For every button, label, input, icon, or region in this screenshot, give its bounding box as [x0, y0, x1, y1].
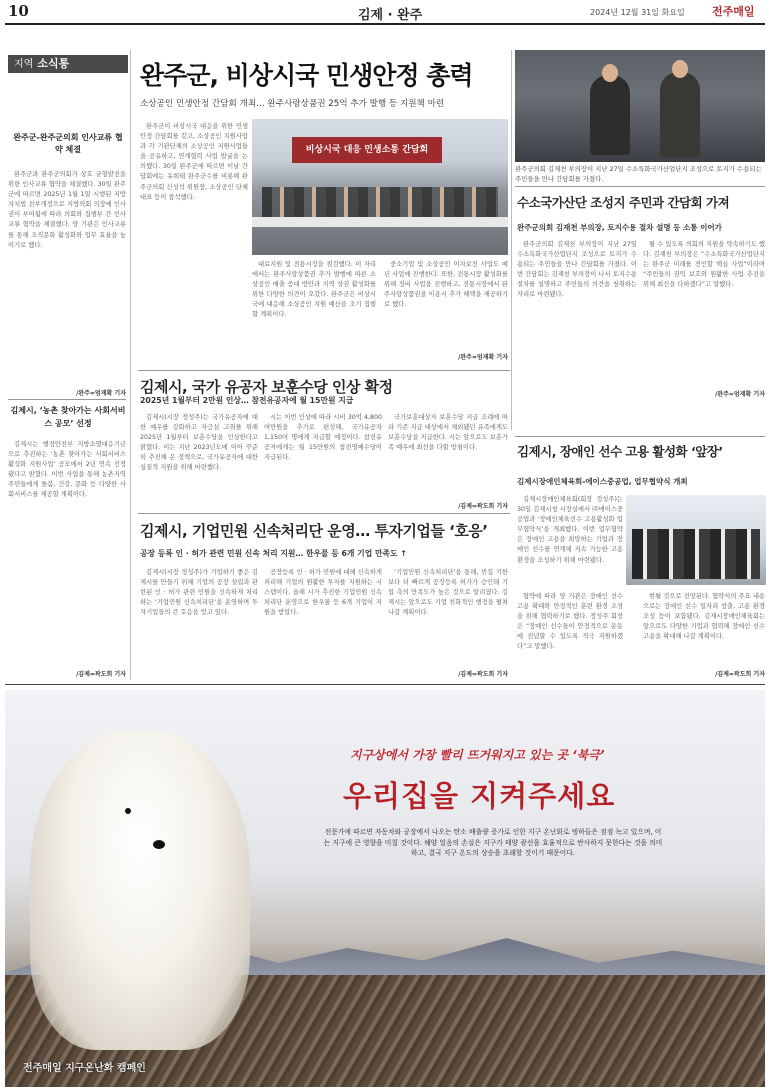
business-byline: /김제=곽도희 기자: [458, 671, 508, 678]
veterans-col3: 국가보훈대상자 보훈수당 지급 조례에 따라 기존 지급 대상에서 제외됐던 유족에게도 보훈수당을 지급한다. 시는 앞으로도 보훈가족 예우에 최선을 다할 방침이다.: [388, 414, 508, 452]
speaker-figure: [660, 72, 700, 157]
main-subheadline: 소상공인 민생안정 간담회 개최… 완주사랑상품권 25억 추가 발행 등 지원책 마련: [140, 99, 445, 109]
polar-bear-image: [30, 730, 250, 1050]
column-divider: [130, 50, 131, 680]
ad-body-text: 전문가에 따르면 자동차와 공장에서 나오는 탄소 배출량 증가로 인한 지구 온난화로 빙하들은 점점 녹고 있으며, 이는 지구에 큰 영향을 미칠 것이다. 해양 얼음의 손실은 지구가 태양 광선을 효율적으로 반사하지 못한다는 것을 의미하고, 결국 지구 온도의 상승을 초래할 것이기 때문이다.: [323, 828, 663, 857]
news-box-prefix: 지역: [14, 59, 34, 70]
header-rule: [5, 23, 765, 25]
newspaper-brand: 전주매일: [712, 5, 755, 18]
disabled-body-top: 김제시장애인체육회(회장 정성주)는 30일 김제시청 시장실에서 ㈜에이스중공업과 ‘장애인체육선수 고용활성화 업무협약식’을 개최했다. 이번 업무협약은 장애인 고용을 희망하는 기업과 장애인 선수를 연계해 지속 가능한 고용 환경을 조성하기 위해 마련됐다.: [517, 496, 623, 564]
disabled-byline: /김제=곽도희 기자: [715, 671, 765, 678]
hydrogen-subheadline: 완주군의회 김재천 부의장, 토지수용 절차 설명 등 소통 이어가: [517, 223, 722, 232]
issue-date: 2024년 12월 31일 화요일: [590, 8, 685, 17]
business-subheadline: 공장 등록 인 · 허가 관련 민원 신속 처리 지원… 한우물 등 6개 기업 만족도 ↑: [140, 549, 407, 558]
veterans-headline: 김제시, 국가 유공자 보훈수당 인상 확정: [140, 378, 393, 396]
brief-2-title: 김제시, ‘농촌 찾아가는 사회서비스 공모’ 선정: [10, 406, 126, 428]
main-article-col2: 대료지원 및 전통시장을 점검했다. 이 자리에서는 완주사랑상품권 추가 발행에 따른 소상공인 매출 증대 방안과 지역 상권 활성화를 위한 다양한 의견이 오갔다. 완주군은 비상시국에 대응해 소상공인 지원 예산을 조기 집행할 계획이다.: [252, 261, 376, 319]
news-box-tag: [8, 55, 128, 73]
speaker-figure: [590, 75, 630, 155]
main-article-col1: 완주군이 비상시국 대응을 위한 민생안정 간담회를 갖고, 소상공인 지원사업과 각 기관단체의 소상공인 지원사업들을 공유하고, 연계협력 사업 발굴을 논의했다. 30일 완주군에 따르면 이날 간담회에는 유희태 완주군수를 비롯해 완주군의회 신성석 위원장, 소상공인 단체 대표 등이 참석했다.: [140, 123, 248, 201]
brief-2-body: 김제시는 행정안전부 지방소멸대응기금으로 추진하는 ‘농촌 찾아가는 사회서비스 활성화 지원사업’ 공모에서 2년 연속 선정됐다고 밝혔다. 이번 사업을 통해 농촌지역 주민들에게 돌봄, 건강, 문화 등 다양한 사회서비스를 제공할 계획이다.: [8, 441, 126, 499]
hydrogen-byline: /완주=엄재확 기자: [715, 391, 765, 398]
agreement-ceremony-photo: [626, 495, 766, 585]
business-col3: ‘기업민원 신속처리단’을 통해, 빈집 기한보다 더 빠르게 공장등록 허가가 승인돼 기업 측의 만족도가 높은 것으로 알려졌다. 김제시는 앞으로도 기업 친화적인 행정을 펼쳐 나갈 계획이다.: [388, 569, 508, 617]
article-divider: [138, 513, 510, 514]
brief-1-byline: /완주=엄재확 기자: [76, 390, 126, 397]
council-meeting-photo: [252, 119, 508, 255]
polar-bear-eye: [125, 808, 131, 814]
speaker-face: [602, 64, 618, 82]
article-divider: [515, 436, 765, 437]
climate-campaign-ad: [5, 690, 765, 1087]
speaker-face: [672, 60, 688, 78]
veterans-subheadline: 2025년 1월부터 2만원 인상… 참전유공자에 월 15만원 지급: [140, 396, 354, 405]
article-divider: [515, 186, 765, 187]
hydrogen-photo-caption: 완주군의회 김재천 부의장이 지난 27일 수소특화국가산업단지 조성으로 토지가 수용되는 주민들을 만나 간담회를 가졌다.: [515, 165, 762, 183]
ad-kicker: 지구상에서 가장 빨리 뜨거워지고 있는 곳 ‘북극’: [350, 748, 605, 762]
column-divider: [511, 50, 512, 430]
section-title: 김제 · 완주: [358, 8, 423, 23]
hydrogen-headline: 수소국가산단 조성지 주민과 간담회 가져: [517, 195, 730, 210]
hydrogen-col2: 될 수 있도록 의회의 지원을 약속하기도 했다. 김재천 부의장은 “수소특화국가산업단지는 완주군 미래를 견인할 핵심 사업”이라며 “주민들의 권익 보호와 원활한 사업 추진을 위해 최선을 다하겠다”고 말했다.: [643, 241, 765, 289]
disabled-headline: 김제시, 장애인 선수 고용 활성화 ‘앞장’: [517, 444, 723, 459]
page-header: [0, 0, 770, 26]
ad-divider: [5, 684, 765, 685]
article-divider: [138, 370, 510, 371]
ceremony-group: [632, 529, 760, 579]
brief-2-byline: /김제=곽도희 기자: [76, 671, 126, 678]
veterans-byline: /김제=곽도희 기자: [458, 503, 508, 510]
veterans-col2: 시는 이번 인상에 따라 시비 30억 4,800여만원을 추가로 편성해, 국가유공자 1,150여 명에게 지급할 예정이다. 참전유공자에게는 월 15만원의 참전명예수당이 지급된다.: [264, 414, 382, 462]
polar-bear-nose: [153, 840, 165, 849]
brief-divider: [8, 399, 126, 400]
brief-1-body: 완주군과 완주군의회가 상호 균형발전을 위한 인사교류 협약을 체결했다. 30일 완주군에 따르면 2025년 1월 1일 시행된 지방자치법 전부개정으로 지방의회 의장에 인사권이 부여됨에 따라 의회와 집행부 간 인사교류 협약을 체결했다. 양 기관은 인사교류를 통해 조직문화 활성화와 업무 효율을 높이기로 했다.: [8, 171, 126, 249]
brief-1-title: 완주군-완주군의회 인사교류 협약 체결: [13, 133, 123, 154]
main-article-col3: 중소기업 및 소상공인 이차보전 사업도 예년 사업에 진행한다. 또한, 전통시장 활성화를 위해 정비 사업을 진행하고, 전통시장에서 완주사랑상품권을 이용시 추가 혜택을 제공하기로 했다.: [384, 261, 508, 309]
page-number: 10: [8, 2, 29, 20]
disabled-body-bottom: 협약에 따라 양 기관은 장애인 선수 고용 확대와 안정적인 훈련 환경 조성을 위해 협력하기로 했다. 정성주 회장은 “장애인 선수들이 안정적으로 운동에 전념할 수 있도록 적극 지원하겠다”고 말했다.: [517, 593, 623, 651]
veterans-col1: 김제시(시장 정성주)는 국가유공자에 대한 예우를 강화하고 자긍심 고취를 위해 2025년 1월부터 보훈수당을 인상한다고 밝혔다. 이는 지난 2023년도에 이어 꾸준히 추진해 온 정책으로, 국가유공자에 대한 실질적 지원을 위해 마련했다.: [140, 414, 258, 472]
business-col2: 공장등록 인 · 허가 민원에 대해 신속하게 처리해 기업의 원활한 투자를 지원하는 시스템이다. 올해 시가 추진한 기업민원 신속처리단 운영으로 한우물 등 6개 기업이 지원을 받았다.: [264, 569, 382, 617]
ad-headline: 우리집을 지켜주세요: [343, 779, 616, 813]
news-box-label: 소식통: [37, 57, 70, 70]
main-article-byline: /완주=엄재확 기자: [458, 354, 508, 361]
main-headline: 완주군, 비상시국 민생안정 총력: [140, 61, 473, 90]
disabled-subheadline: 김제시장애인체육회-에이스중공업, 업무협약식 개최: [517, 477, 688, 486]
meeting-table: [252, 217, 508, 227]
ad-credit: 전주매일 지구온난화 캠페인: [23, 1063, 146, 1074]
business-headline: 김제시, 기업민원 신속처리단 운영… 투자기업들 ‘호응’: [140, 522, 488, 540]
business-col1: 김제시(시장 정성주)가 기업하기 좋은 김제시를 만들기 위해 기업의 공장 설립과 관련된 인 · 허가 관련 민원을 신속하게 처리하는 ‘기업민원 신속처리단’을 운영하며 투자기업들의 큰 호응을 얻고 있다.: [140, 569, 258, 617]
hydrogen-col1: 완주군의회 김재천 부의장이 지난 27일 수소특화국가산업단지 조성으로 토지가 수용되는 주민들을 만나 간담회를 가졌다. 이번 간담회는 김재천 부의장이 나서 토지수용 절차를 설명하고 주민들의 의견을 청취하는 자리로 마련됐다.: [517, 241, 637, 299]
hydrogen-meeting-photo: [515, 50, 765, 162]
meeting-attendees: [262, 187, 498, 217]
disabled-col3: 현될 것으로 전망된다. 협약식의 주요 내용으로는 장애인 선수 일자리 창출, 고용 환경 조성 등이 포함됐다. 김제시장애인체육회는 앞으로도 다양한 기업과 협력해 장애인 선수 고용을 확대해 나갈 계획이다.: [643, 593, 765, 641]
photo-banner: 비상시국 대응 민생소통 간담회: [292, 137, 442, 163]
